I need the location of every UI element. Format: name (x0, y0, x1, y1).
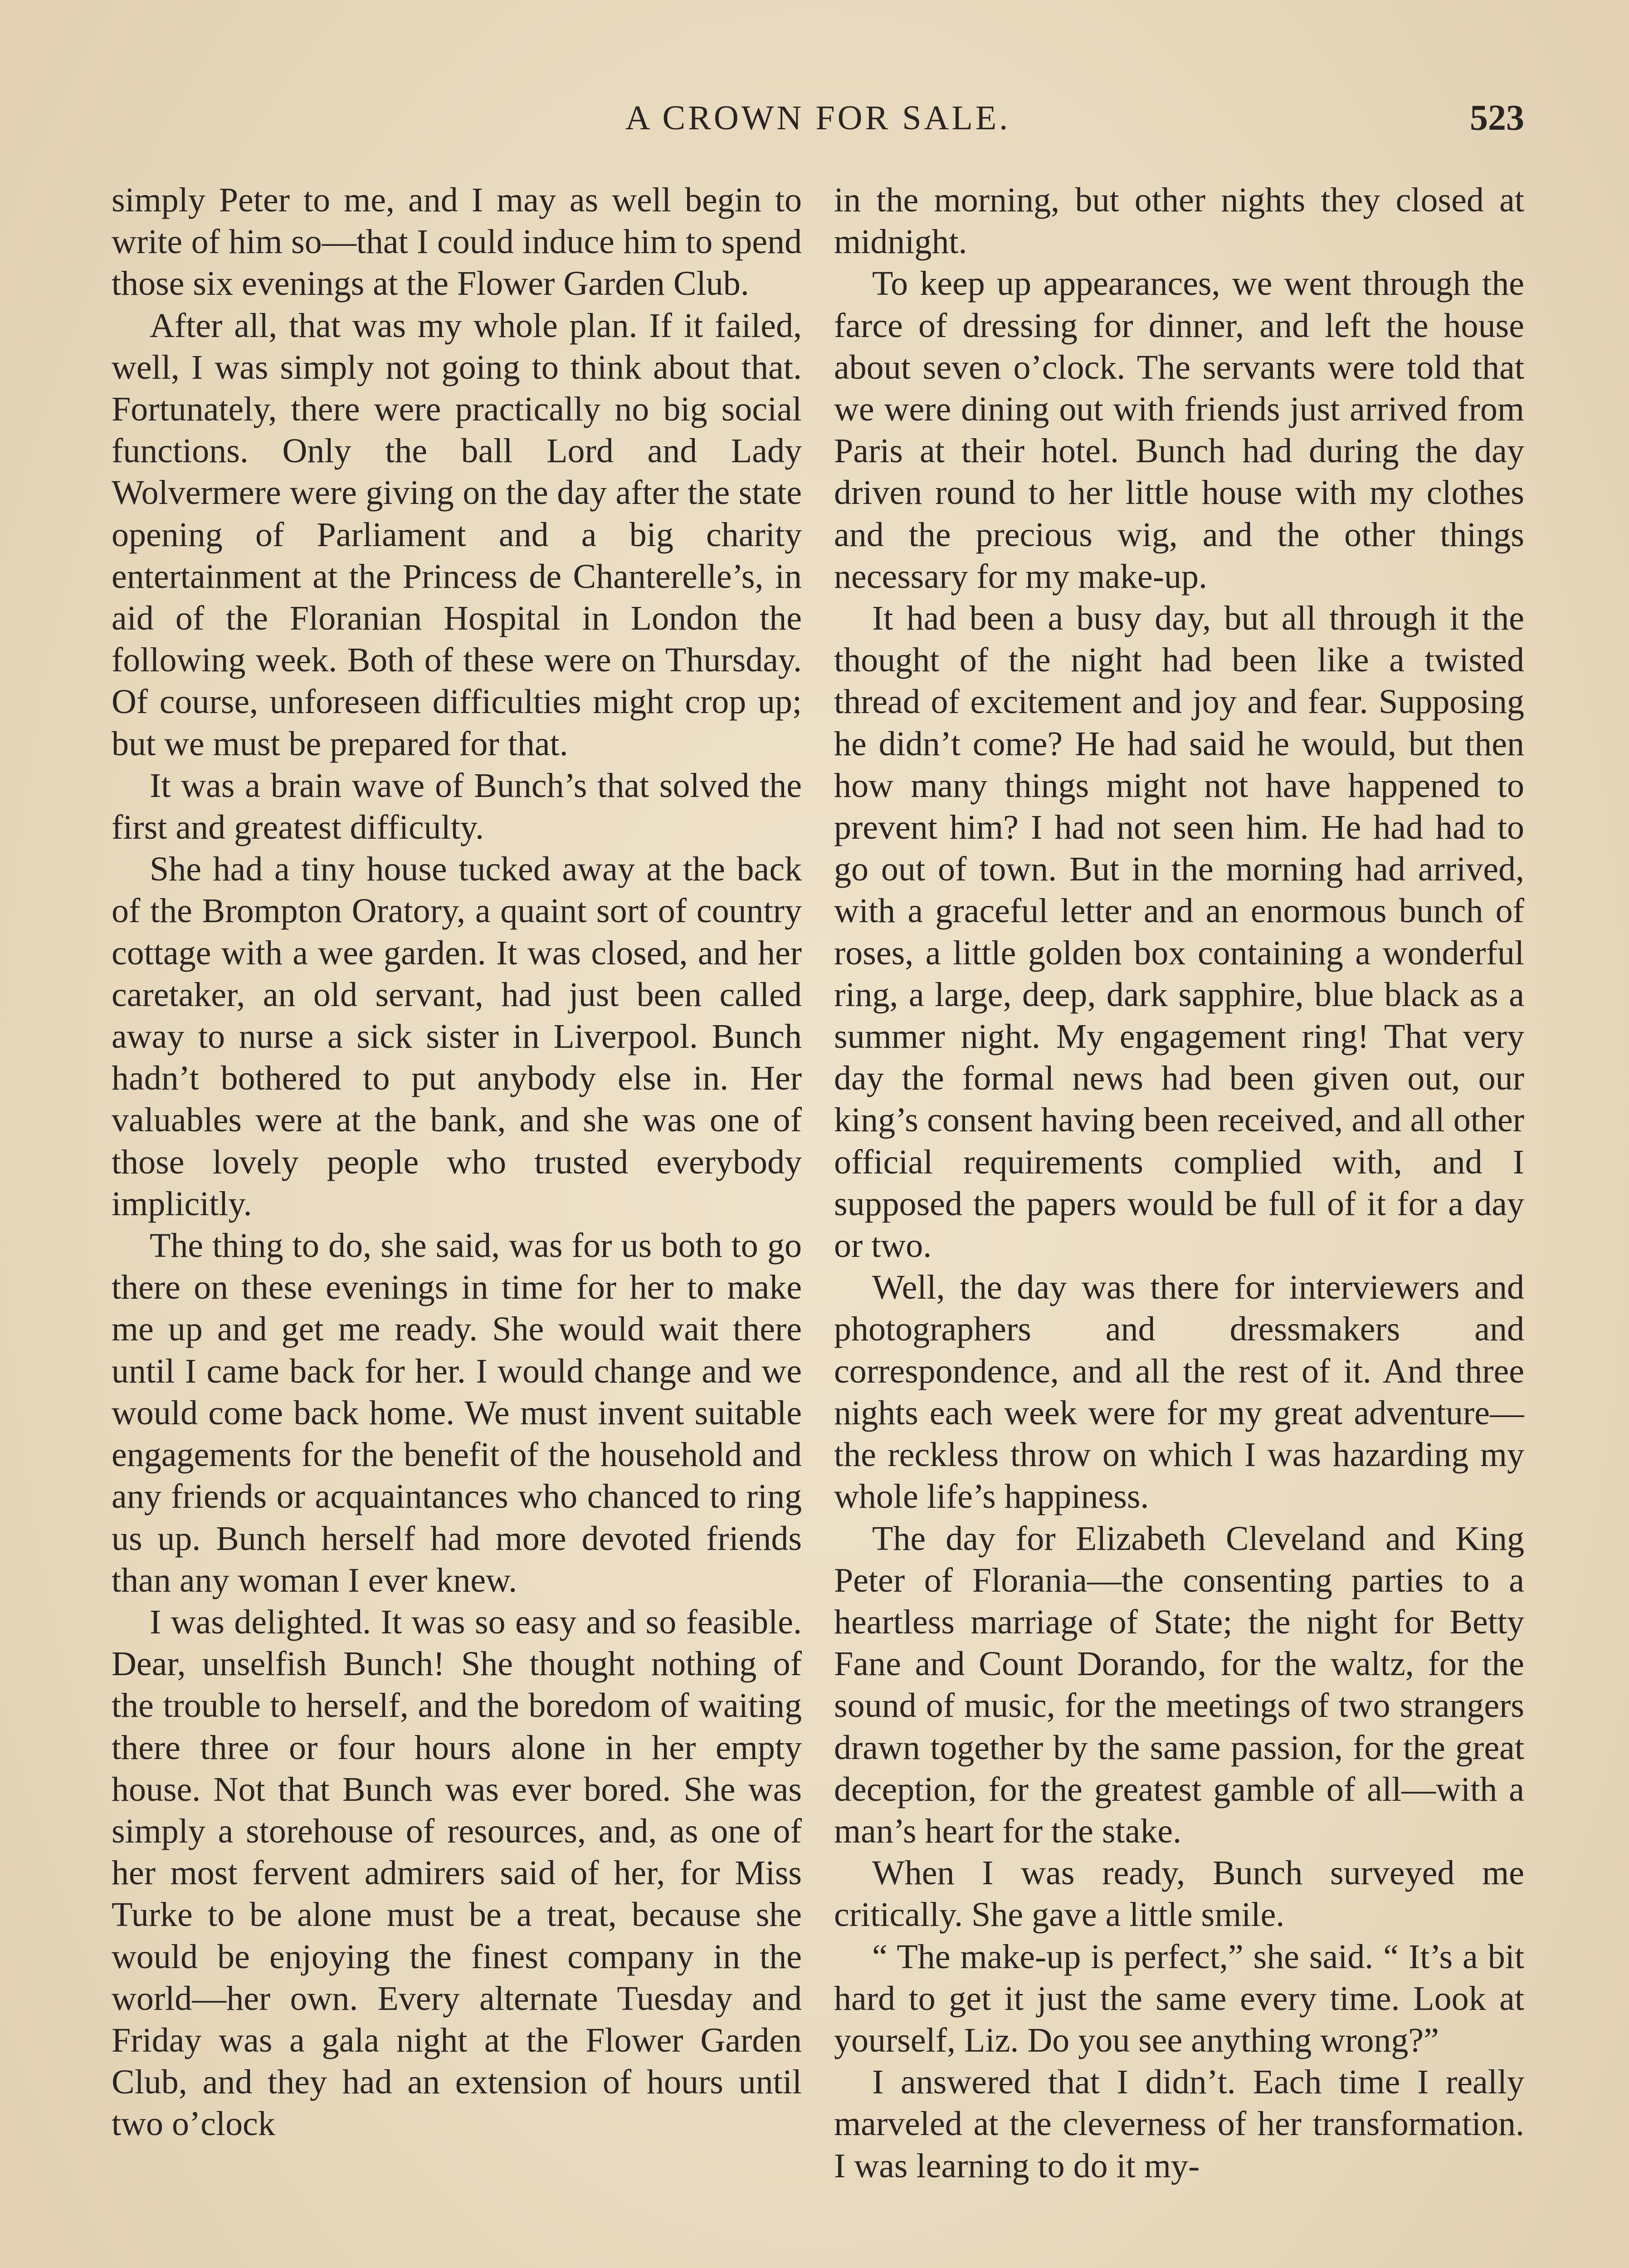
paragraph: “ The make-up is perfect,” she said. “ It’s a bit hard to get it just the same every time. Look at yourself, Liz. Do you see anything wrong?” (834, 1937, 1524, 2059)
page-number: 523 (1470, 98, 1524, 138)
paragraph: I was delighted. It was so easy and so feasible. Dear, unselfish Bunch! She thought nothing of the trouble to herself, and the boredom of waiting there three or four hours alone in her empty house. Not that Bunch was ever bored. She was simply a storehouse of resources, and, as one of her most fervent admirers said of her, for Miss Turke to be alone must be a treat, because she would be enjoying the finest company in the world—her own. Every alternate Tuesday and Friday was a gala night at the Flower Garden Club, and they had an extension of hours until two o’clock (112, 1603, 802, 2143)
paragraph: After all, that was my whole plan. If it failed, well, I was simply not going to think about that. Fortunately, there were practically no big social functions. Only the ball Lord and Lady Wolvermere were giving on the day after the state opening of Parliament and a big charity entertainment at the Princess de Chanterelle’s, in aid of the Floranian Hospital in London the following week. Both of these were on Thursday. Of course, unforeseen difficulties might crop up; but we must be prepared for that. (112, 306, 802, 763)
paragraph: in the morning, but other nights they closed at midnight. (834, 181, 1524, 261)
paragraph: The thing to do, she said, was for us both to go there on these evenings in time for her to make me up and get me ready. She would wait there until I came back for her. I would change and we would come back home. We must invent suitable engagements for the benefit of the household and any friends or acquaintances who chanced to ring us up. Bunch herself had more devoted friends than any woman I ever knew. (112, 1227, 802, 1599)
paragraph: The day for Elizabeth Cleveland and King Peter of Florania—the consenting parties to a heartless marriage of State; the night for Betty Fane and Count Dorando, for the waltz, for the sound of music, for the meetings of two strangers drawn together by the same passion, for the great deception, for the greatest gamble of all—with a man’s heart for the stake. (834, 1519, 1524, 1850)
paragraph: It was a brain wave of Bunch’s that solved the first and greatest difficulty. (112, 766, 802, 847)
paragraph: simply Peter to me, and I may as well begin to write of him so—that I could induce him to spend those six evenings at the Flower Garden Club. (112, 181, 802, 303)
paragraph: She had a tiny house tucked away at the back of the Brompton Oratory, a quaint sort of country cottage with a wee garden. It was closed, and her caretaker, an old servant, had just been called away to nurse a sick sister in Liverpool. Bunch hadn’t bothered to put anybody else in. Her valuables were at the bank, and she was one of those lovely people who trusted everybody implicitly. (112, 850, 802, 1223)
paragraph: It had been a busy day, but all through it the thought of the night had been like a twisted thread of excitement and joy and fear. Supposing he didn’t come? He had said he would, but then how many things might not have happened to prevent him? I had not seen him. He had had to go out of town. But in the morning had arrived, with a graceful letter and an enormous bunch of roses, a little golden box containing a wonderful ring, a large, deep, dark sapphire, blue black as a summer night. My engagement ring! That very day the formal news had been given out, our king’s consent having been received, and all other official requirements complied with, and I supposed the papers would be full of it for a day or two. (834, 599, 1524, 1265)
right-column (834, 179, 1524, 2268)
paragraph: Well, the day was there for interviewers and photographers and dressmakers and correspondence, and all the rest of it. And three nights each week were for my great adventure—the reckless throw on which I was hazarding my whole life’s happiness. (834, 1268, 1524, 1516)
running-title: A CROWN FOR SALE. (625, 99, 1011, 137)
paragraph: I answered that I didn’t. Each time I really marveled at the cleverness of her transformation. I was learning to do it my- (834, 2063, 1524, 2185)
paragraph: To keep up appearances, we went through the farce of dressing for dinner, and left the house about seven o’clock. The servants were told that we were dining out with friends just arrived from Paris at their hotel. Bunch had during the day driven round to her little house with my clothes and the precious wig, and the other things necessary for my make-up. (834, 264, 1524, 596)
paragraph: When I was ready, Bunch surveyed me critically. She gave a little smile. (834, 1854, 1524, 1934)
text-columns (112, 179, 1524, 2268)
left-column (112, 179, 802, 2268)
page-header (112, 93, 1524, 143)
